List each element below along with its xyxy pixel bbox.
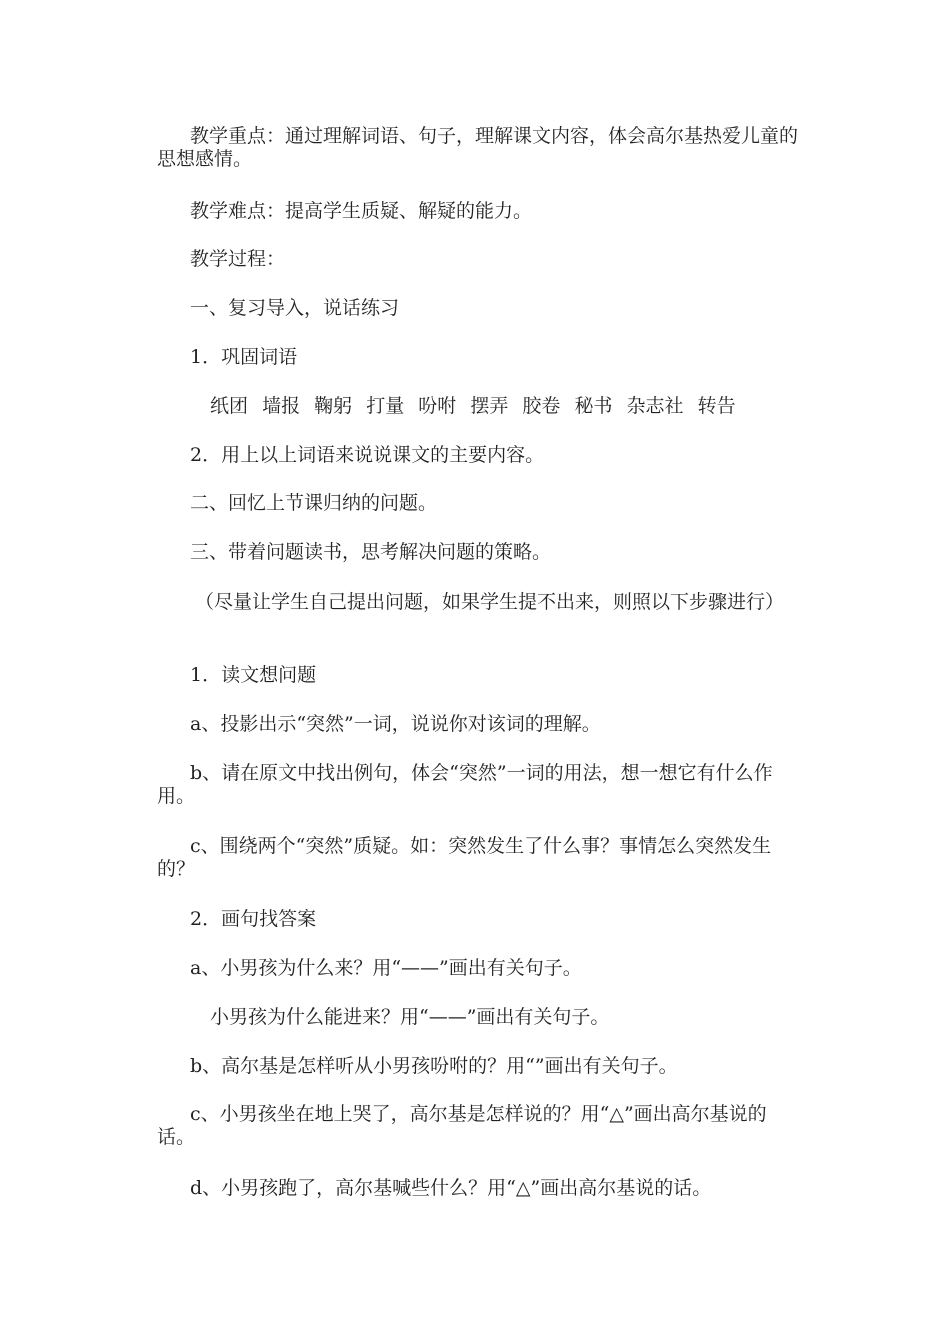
item-1-2: 2．用上以上词语来说说课文的主要内容。 bbox=[190, 444, 545, 466]
section-2-heading: 二、回忆上节课归纳的问题。 bbox=[190, 492, 438, 514]
vocab-word: 转告 bbox=[697, 395, 736, 417]
step-b2: b、高尔基是怎样听从小男孩吩咐的？用“”画出有关句子。 bbox=[190, 1055, 678, 1077]
item-3-2: 2．画句找答案 bbox=[190, 908, 317, 930]
section-3-heading: 三、带着问题读书，思考解决问题的策略。 bbox=[190, 541, 552, 563]
vocab-word: 吩咐 bbox=[418, 395, 457, 417]
item-3-1: 1．读文想问题 bbox=[190, 664, 317, 686]
vocab-word: 纸团 bbox=[210, 395, 249, 417]
step-c2: c、小男孩坐在地上哭了，高尔基是怎样说的？用“△”画出高尔基说的话。 bbox=[157, 1103, 767, 1148]
step-d2: d、小男孩跑了，高尔基喊些什么？用“△”画出高尔基说的话。 bbox=[190, 1177, 712, 1199]
vocab-word: 秘书 bbox=[574, 395, 613, 417]
step-b1: b、请在原文中找出例句，体会“突然”一词的用法，想一想它有什么作用。 bbox=[157, 762, 773, 807]
vocab-word: 墙报 bbox=[262, 395, 301, 417]
vocab-word: 摆弄 bbox=[470, 395, 509, 417]
vocabulary-list bbox=[210, 395, 744, 418]
item-1-1: 1．巩固词语 bbox=[190, 346, 298, 368]
vocab-word: 打量 bbox=[366, 395, 405, 417]
note-paragraph: （尽量让学生自己提出问题，如果学生提不出来，则照以下步骤进行） bbox=[195, 591, 785, 613]
process-heading: 教学过程： bbox=[190, 248, 286, 270]
key-points-paragraph: 教学重点：通过理解词语、句子，理解课文内容，体会高尔基热爱儿童的思想感情。 bbox=[157, 125, 799, 170]
difficulty-paragraph: 教学难点：提高学生质疑、解疑的能力。 bbox=[190, 200, 533, 222]
vocab-word: 杂志社 bbox=[626, 395, 684, 417]
vocab-word: 胶卷 bbox=[522, 395, 561, 417]
step-c1: c、围绕两个“突然”质疑。如：突然发生了什么事？事情怎么突然发生的？ bbox=[157, 835, 772, 880]
vocab-word: 鞠躬 bbox=[314, 395, 353, 417]
step-a1: a、投影出示“突然”一词，说说你对该词的理解。 bbox=[190, 713, 601, 735]
step-a2: a、小男孩为什么来？用“——”画出有关句子。 bbox=[190, 957, 582, 979]
step-a2-continued: 小男孩为什么能进来？用“——”画出有关句子。 bbox=[210, 1006, 610, 1028]
section-1-heading: 一、复习导入，说话练习 bbox=[190, 297, 400, 319]
